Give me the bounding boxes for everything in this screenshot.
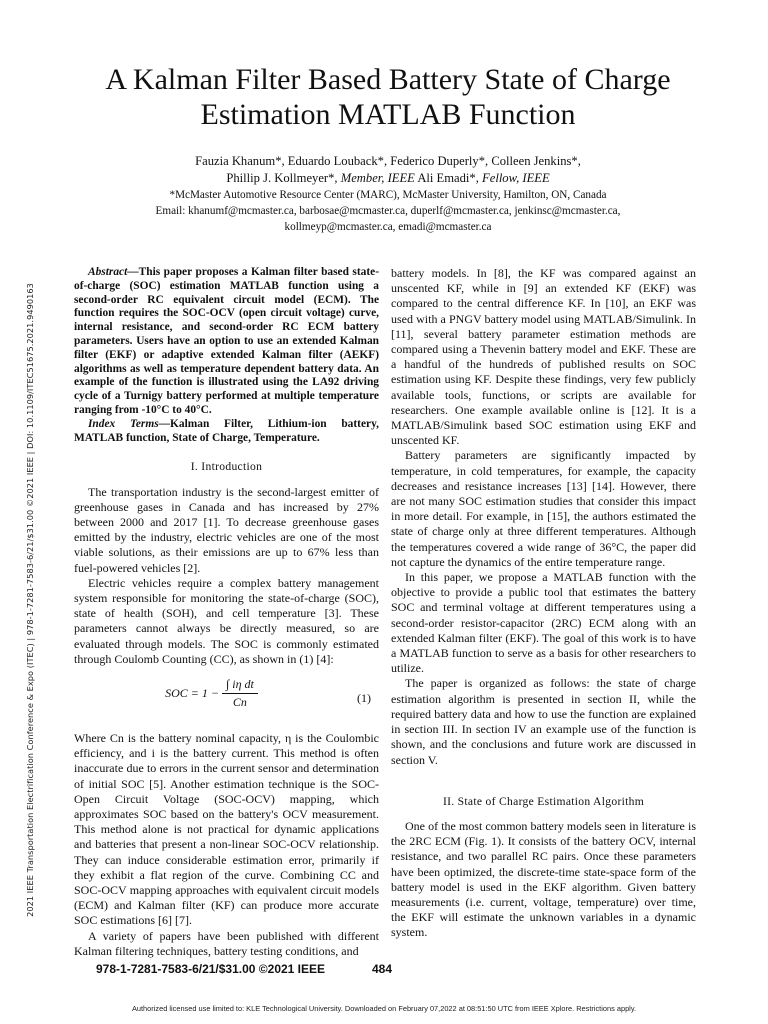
paper-title <box>64 62 712 132</box>
equation-fraction <box>222 677 258 710</box>
right-paragraph-2: Battery parameters are significantly impacted by temperature, in cold temperatures, for example, the capacity decreases and resistance increases [13] [14]. However, there are not many SOC estimation studies that consider this impact in more detail. For example, in [15], the authors estimated the state of charge only at three different temperatures. Although the temperatures covered a wide range of 36°C, the paper did not capture the dynamics of the entire temperature range. <box>391 448 696 569</box>
equation-number: (1) <box>357 691 371 705</box>
title-line-1: A Kalman Filter Based Battery State of Charge <box>105 63 671 96</box>
section2-paragraph-1: One of the most common battery models seen in literature is the 2RC ECM (Fig. 1). It consists of the battery OCV, internal resistance, and two parallel RC pairs. Once these parameters have been optimized, the discrete-time state-space form of the battery model is used in the EKF algorithm. Given battery measurements (i.e. current, voltage, temperature) over time, the EKF will estimate the unknown variables in a dynamic system. <box>391 818 696 940</box>
right-column <box>391 266 696 941</box>
equation-body <box>74 677 349 710</box>
intro-paragraph-3: Where Cn is the battery nominal capacity, η is the Coulombic efficiency, and i is the battery current. This method is often inaccurate due to errors in the current sensor and determination of initial SOC [5]. Another estimation technique is the SOC-Open Circuit Voltage (SOC-OCV) mapping, which approximates SOC based on the battery's OCV measurement. This method alone is not practical for dynamic applications and batteries that present a non-linear SOC-OCV relationship. They can induce considerable estimation error, primarily if they exhibit a flat region of the curve. Combining CC and SOC-OCV mapping approaches with equivalent circuit models (ECM) and Kalman filter (KF) can produce more accurate SOC estimations [6] [7]. <box>74 731 379 928</box>
right-paragraph-1: battery models. In [8], the KF was compared against an unscented KF, while in [9] an extended KF (EKF) was compared to the central difference KF. In [10], an EKF was used with a PNGV battery model using MATLAB/Simulink. In [11], several battery parameter estimation methods are compared using a Thevenin battery model and EKF. These are a handful of the hundreds of published results on SOC estimation using KF. Despite these findings, very few publicly available tools, functions, or scripts are available for researchers. One example available online is [12]. It is a MATLAB/Simulink based SOC estimation using EKF and unscented KF. <box>391 266 696 448</box>
intro-paragraph-2: Electric vehicles require a complex battery management system responsible for monitoring the state-of-charge (SOC), state of health (SOH), and cell temperature [3]. These parameters cannot always be directly measured, so are evaluated through models. The SOC is commonly estimated through Coulomb Counting (CC), as shown in (1) [4]: <box>74 575 379 666</box>
index-terms-label: Index Terms <box>88 417 159 430</box>
abstract-label: Abstract <box>88 266 128 278</box>
index-terms <box>74 418 379 446</box>
intro-paragraph-1: The transportation industry is the second-largest emitter of greenhouse gases in Canada and has increased by 27% between 2000 and 2017 [1]. To decrease greenhouse gases emitted by the industry, electric vehicles are one of the most viable solutions, as their emissions are up to 67% less than fuel-powered vehicles [2]. <box>74 484 379 575</box>
license-notice: Authorized licensed use limited to: KLE Technological University. Downloaded on February 07,2022 at 08:51:50 UTC from IEEE Xplore. Restrictions apply. <box>131 1004 637 1013</box>
title-line-2: Estimation MATLAB Function <box>200 98 576 131</box>
intro-paragraph-4: A variety of papers have been published with different Kalman filtering techniques, battery testing conditions, and <box>74 928 379 958</box>
abstract <box>74 266 379 418</box>
email-line-1: Email: khanumf@mcmaster.ca, barbosae@mcmaster.ca, duperlf@mcmaster.ca, jenkinsc@mcmaster.ca, <box>155 205 621 217</box>
equation-denominator: Cn <box>232 695 247 710</box>
author-line-2 <box>64 170 712 187</box>
footer-isbn: 978-1-7281-7583-6/21/$31.00 ©2021 IEEE <box>96 962 326 976</box>
author-line-1: Fauzia Khanum*, Eduardo Louback*, Federico Duperly*, Colleen Jenkins*, <box>195 154 581 168</box>
equation-numerator: ∫ iη dt <box>222 677 258 694</box>
equation-lhs: SOC = 1 − <box>165 686 219 701</box>
affiliation: *McMaster Automotive Resource Center (MARC), McMaster University, Hamilton, ON, Canada <box>169 189 607 201</box>
page-number: 484 <box>372 962 393 976</box>
left-column <box>74 266 379 959</box>
section-heading-soc-estimation: II. State of Charge Estimation Algorithm <box>442 794 645 808</box>
email-line-2: kollmeyp@mcmaster.ca, emadi@mcmaster.ca <box>284 221 492 233</box>
author-name-kollmeyer: Phillip J. Kollmeyer*, <box>226 171 341 185</box>
side-identifier: 2021 IEEE Transportation Electrification Conference & Expo (ITEC) | 978-1-7281-7583-6/21/$31.00 ©2021 IEEE | DOI: 10.1109/ITEC51675.2021.9490163 <box>25 283 35 917</box>
section-heading-introduction: I. Introduction <box>190 460 263 474</box>
right-paragraph-3: In this paper, we propose a MATLAB function with the objective to provide a public tool that estimates the battery SOC and terminal voltage at different temperatures using a second-order resistor-capacitor (2RC) ECM along with an extended Kalman filter (EKF). The goal of this work is to have a MATLAB function to serve as a basis for other researchers to utilize. <box>391 570 696 676</box>
index-terms-text: —Kalman Filter, Lithium-ion battery, MATLAB function, State of Charge, Temperature. <box>74 417 379 444</box>
abstract-text: —This paper proposes a Kalman filter based state-of-charge (SOC) estimation MATLAB function using a second-order RC equivalent circuit model (ECM). The function requires the SOC-OCV (open circuit voltage) curve, internal resistance, and second-order RC ECM battery parameters. Users have an option to use an extended Kalman filter (EKF) or adaptive extended Kalman filter (AEKF) algorithms as well as temperature dependent battery data. An example of the function is illustrated using the LA92 driving cycle of a Turnigy battery performed at multiple temperature ranging from -10°C to 40°C. <box>74 266 379 416</box>
author-name-emadi: Ali Emadi*, <box>414 171 483 185</box>
author-role-fellow: Fellow, IEEE <box>482 171 550 185</box>
author-block <box>64 153 712 235</box>
author-role-member: Member, IEEE <box>340 171 415 185</box>
right-paragraph-4: The paper is organized as follows: the state of charge estimation algorithm is presented in section II, while the required battery data and how to use the function are explained in section III. In section IV an example use of the function is shown, and the conclusions and future work are discussed in section V. <box>391 676 696 767</box>
equation-1 <box>74 677 379 723</box>
